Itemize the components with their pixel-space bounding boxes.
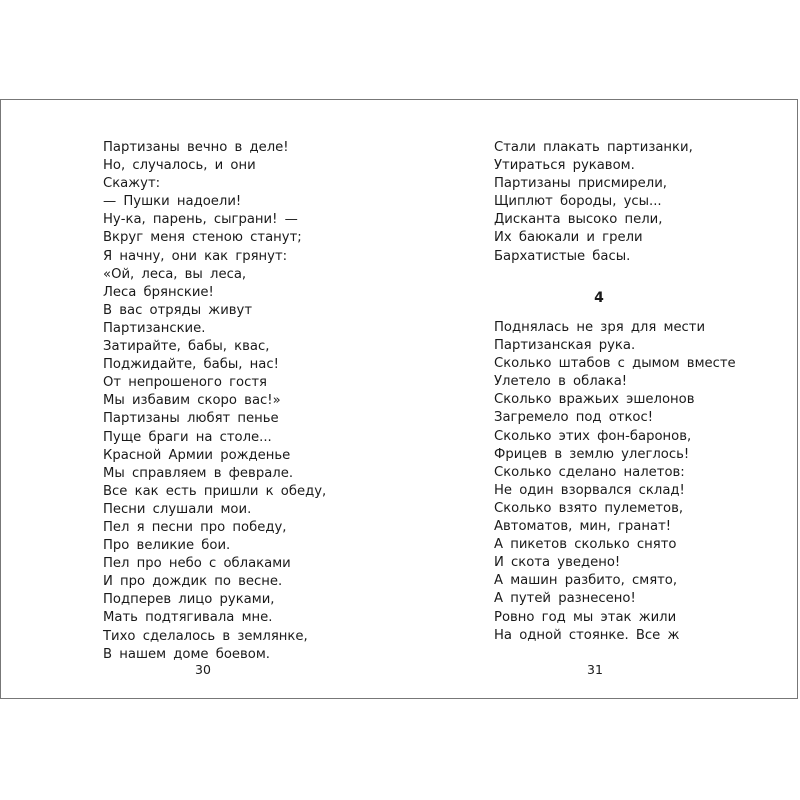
poem-line: Поднялась не зря для мести [494, 320, 706, 335]
poem-line: «Ой, леса, вы леса, [103, 266, 247, 282]
left-page-poem [103, 139, 326, 664]
poem-line: Их баюкали и грели [494, 230, 643, 246]
poem-line: А пикетов сколько снято [494, 537, 677, 553]
poem-line: В вас отряды живут [103, 302, 253, 318]
poem-line: Но, случалось, и они [103, 158, 256, 174]
section-number: 4 [594, 290, 604, 306]
poem-line: Партизаны присмирели, [494, 176, 667, 192]
right-page-number: 31 [587, 662, 603, 677]
poem-line: Скажут: [103, 176, 161, 192]
poem-line: Дисканта высоко пели, [494, 212, 663, 228]
poem-line: Сколько штабов с дымом вместе [494, 356, 736, 372]
poem-line: Сколько этих фон-баронов, [494, 428, 692, 444]
poem-line: И про дождик по весне. [103, 574, 283, 590]
poem-line: Автоматов, мин, гранат! [494, 519, 672, 535]
poem-line: В нашем доме боевом. [103, 646, 270, 662]
poem-line: Сколько вражьих эшелонов [494, 392, 695, 408]
poem-line: От непрошеного гостя [103, 375, 267, 391]
poem-line: Пуще браги на столе... [103, 429, 272, 445]
poem-line: Все как есть пришли к обеду, [103, 483, 327, 499]
right-page-poem-bottom [494, 319, 736, 645]
poem-line: Вкруг меня стеною станут; [103, 230, 302, 246]
poem-line: Пел я песни про победу, [103, 519, 287, 535]
poem-line: Песни слушали мои. [103, 501, 252, 517]
poem-line: Сколько сделано налетов: [494, 464, 685, 480]
poem-line: Партизаны любят пенье [103, 411, 279, 427]
poem-line: Ну-ка, парень, сыграни! — [103, 212, 298, 228]
poem-line: И скота уведено! [494, 555, 621, 571]
poem-line: Про великие бои. [103, 538, 231, 554]
poem-line: Тихо сделалось в землянке, [103, 628, 308, 644]
poem-line: Стали плакать партизанки, [494, 140, 693, 155]
poem-line: Фрицев в землю улеглось! [494, 446, 690, 462]
poem-line: Щиплют бороды, усы... [494, 194, 662, 210]
poem-line: Партизаны вечно в деле! [103, 140, 289, 155]
poem-line: Мы избавим скоро вас!» [103, 393, 281, 409]
poem-line: Подперев лицо руками, [103, 592, 275, 608]
poem-line: Бархатистые басы. [494, 248, 631, 264]
poem-line: Красной Армии рожденье [103, 447, 291, 463]
left-page-number: 30 [195, 662, 211, 677]
poem-line: Мать подтягивала мне. [103, 610, 273, 626]
poem-line: Пел про небо с облаками [103, 556, 291, 572]
poem-line: Партизанская рука. [494, 338, 636, 354]
poem-line: Леса брянские! [103, 284, 214, 300]
poem-line: Я начну, они как грянут: [103, 248, 288, 264]
poem-line: Ровно год мы этак жили [494, 609, 677, 625]
poem-line: Не один взорвался склад! [494, 482, 685, 498]
poem-line: Улетело в облака! [494, 374, 628, 390]
poem-line: На одной стоянке. Все ж [494, 627, 680, 643]
poem-line: А машин разбито, смято, [494, 573, 678, 589]
poem-line: Загремело под откос! [494, 410, 654, 426]
poem-line: Затирайте, бабы, квас, [103, 339, 270, 355]
poem-line: — Пушки надоели! [103, 194, 242, 210]
poem-line: Мы справляем в феврале. [103, 465, 294, 481]
poem-line: Утираться рукавом. [494, 158, 635, 174]
poem-line: Партизанские. [103, 320, 206, 336]
poem-line: Поджидайте, бабы, нас! [103, 357, 279, 373]
poem-line: Сколько взято пулеметов, [494, 500, 684, 516]
poem-line: А путей разнесено! [494, 591, 636, 607]
right-page-poem-top [494, 139, 693, 266]
